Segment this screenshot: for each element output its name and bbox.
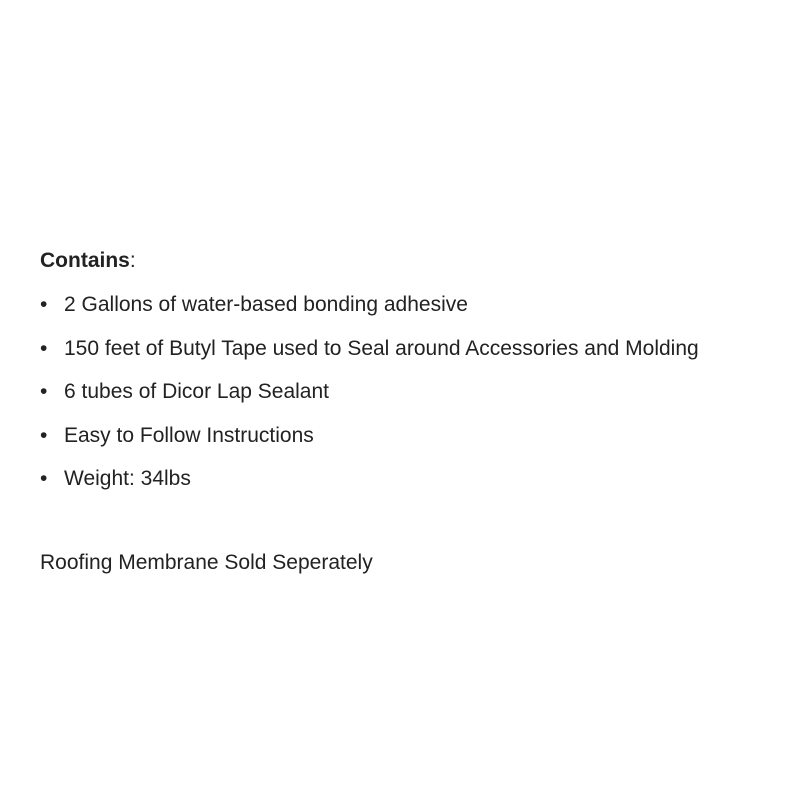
sold-separately-note: Roofing Membrane Sold Seperately <box>40 550 373 574</box>
bullet-icon: • <box>40 423 48 447</box>
list-item <box>40 414 800 458</box>
contents-list <box>40 283 800 501</box>
bullet-icon: • <box>40 293 48 316</box>
list-item-text: Easy to Follow Instructions <box>64 423 314 447</box>
product-description <box>40 245 800 579</box>
list-item-text: 150 feet of Butyl Tape used to Seal around Accessories and Molding <box>64 336 699 360</box>
contains-heading-colon: : <box>129 249 136 272</box>
bullet-icon: • <box>40 336 48 360</box>
list-item-text: 2 Gallons of water-based bonding adhesive <box>64 293 468 316</box>
list-item <box>40 457 800 501</box>
list-item <box>40 370 800 414</box>
list-item <box>40 283 800 327</box>
bullet-icon: • <box>40 467 48 490</box>
bullet-icon: • <box>40 380 48 403</box>
list-item <box>40 327 800 371</box>
contains-heading <box>40 245 800 277</box>
list-item-text: 6 tubes of Dicor Lap Sealant <box>64 380 330 403</box>
list-item-text: Weight: 34lbs <box>64 467 191 490</box>
contains-heading-label: Contains <box>40 249 130 272</box>
